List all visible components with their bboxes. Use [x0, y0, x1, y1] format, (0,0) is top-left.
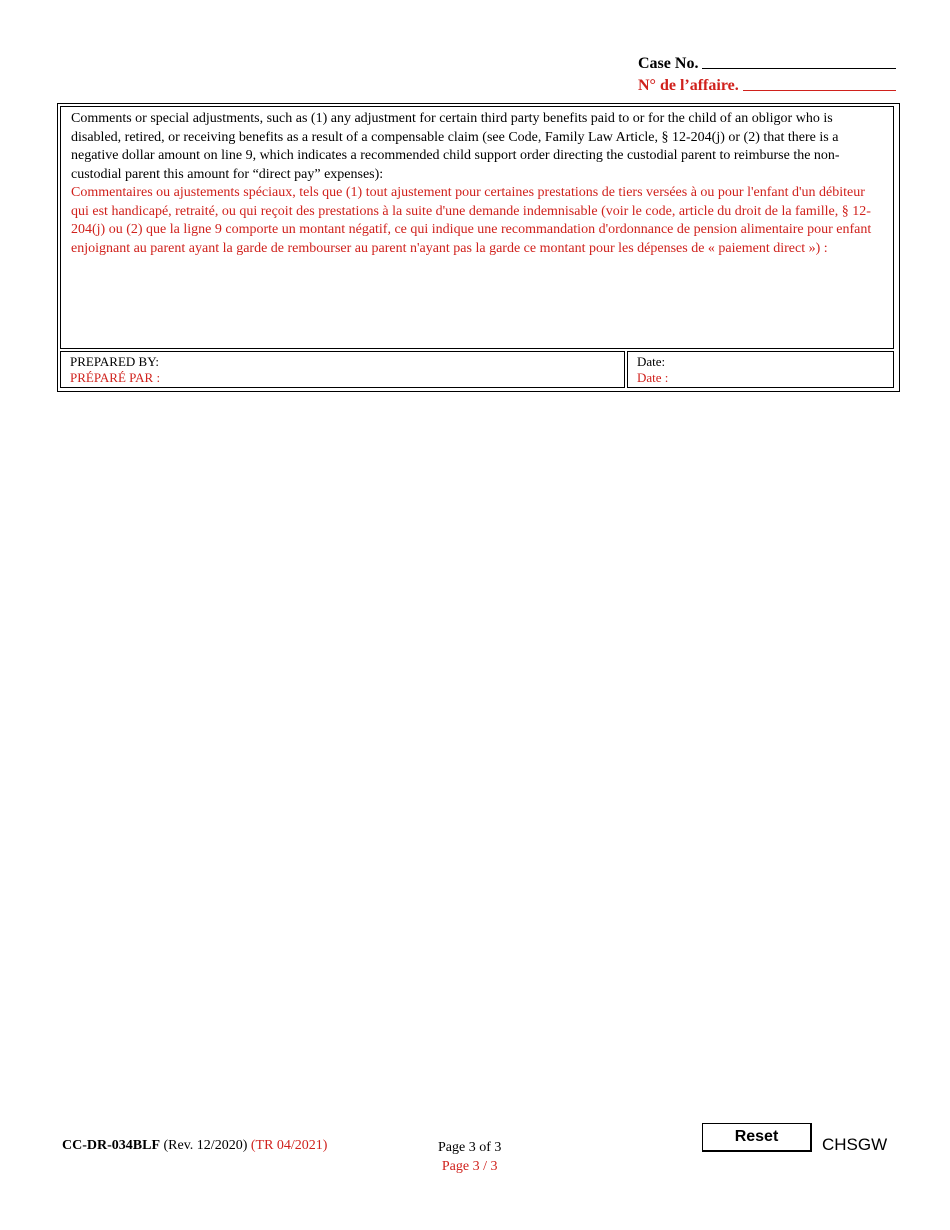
comments-instructions-fr: Commentaires ou ajustements spéciaux, tels que (1) tout ajustement pour certaines prestations de tiers versées à ou pour l'enfant d'un débiteur qui est handicapé, retraité, ou qui reçoit des prestations à la suite d'une demande indemnisable (voir le code, article du droit de la famille, § 12-204(j) ou (2) que la ligne 9 comporte un montant négatif, ce qui indique une recommandation d'ordonnance de pension alimentaire pour enfant enjoignant au parent ayant la garde de rembourser au parent n'ayant pas la garde ce montant pour les dépenses de « paiement direct ») : [71, 185, 872, 256]
comments-instructions-en: Comments or special adjustments, such as (1) any adjustment for certain third party benefits paid to or for the child of an obligor who is disabled, retired, or receiving benefits as a result of a compensable claim (see Code, Family Law Article, § 12-204(j) or (2) that there is a negative dollar amount on line 9, which indicates a recommended child support order directing the custodial parent to reimburse the non-custodial parent this amount for “direct pay” expenses): [71, 111, 840, 182]
form-code: CC-DR-034BLF [62, 1138, 160, 1153]
prepared-by-label-fr: PRÉPARÉ PAR : [70, 370, 161, 385]
date-label-fr: Date : [637, 370, 669, 385]
case-no-row [638, 51, 896, 73]
prepared-by-row [60, 351, 894, 388]
page-number-en: Page 3 of 3 [438, 1140, 502, 1155]
case-no-label-fr: N° de l’affaire. [638, 77, 739, 94]
prepared-by-label: PREPARED BY: [70, 354, 159, 369]
form-translation-revision: (TR 04/2021) [250, 1138, 328, 1153]
case-no-row-fr [638, 73, 896, 95]
comments-field[interactable] [60, 106, 894, 349]
page-number-fr: Page 3 / 3 [441, 1159, 498, 1174]
case-no-field-fr [743, 90, 896, 91]
case-no-field[interactable] [702, 68, 896, 69]
case-no-label: Case No. [638, 55, 699, 72]
comments-form [57, 103, 900, 392]
prepared-by-field[interactable] [60, 351, 625, 388]
form-identifier [62, 1138, 327, 1154]
case-number-block [638, 51, 896, 95]
form-revision: (Rev. 12/2020) [163, 1138, 248, 1153]
reset-button[interactable]: Reset [702, 1123, 812, 1152]
date-label: Date: [637, 354, 666, 369]
form-tag: CHSGW [822, 1135, 888, 1154]
page-number [438, 1138, 501, 1176]
date-field[interactable] [627, 351, 894, 388]
